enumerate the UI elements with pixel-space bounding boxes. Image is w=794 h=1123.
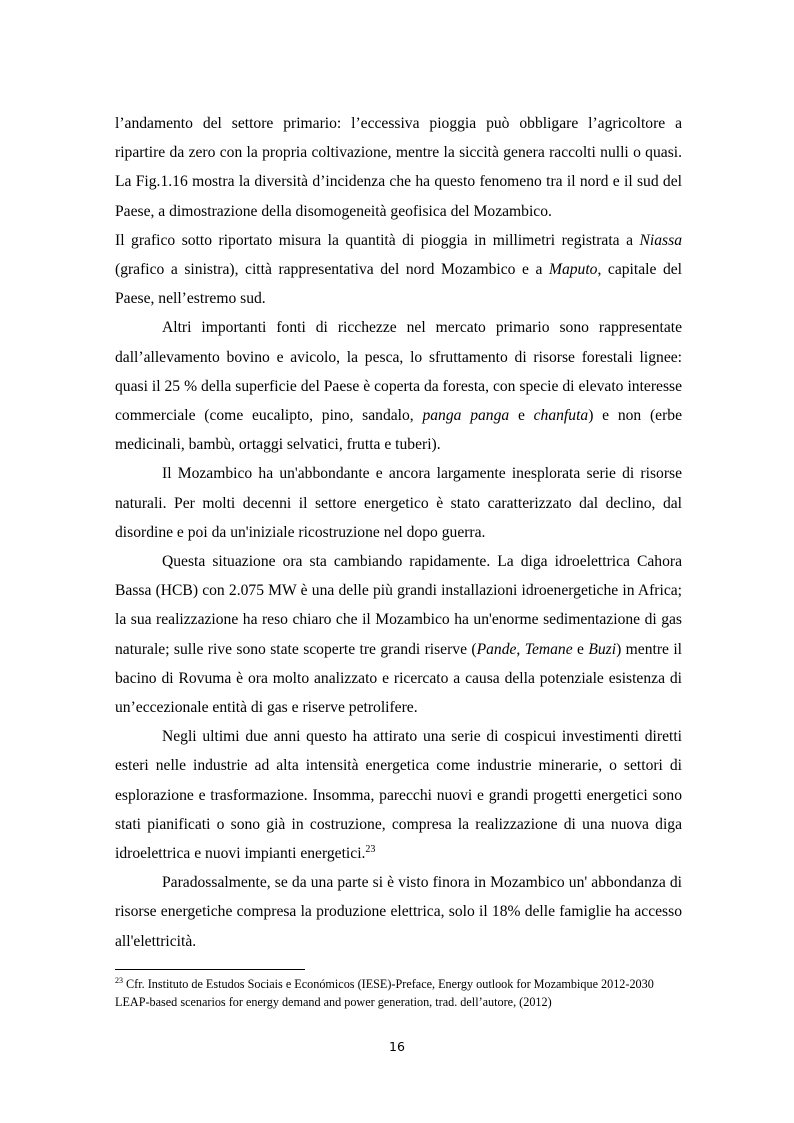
footnote-reference[interactable]: 23: [365, 843, 376, 855]
reserve-temane: Temane: [524, 640, 573, 658]
footnote: [115, 976, 682, 1011]
reserve-buzi: Buzi: [588, 640, 617, 658]
paragraph-6: [115, 722, 682, 868]
paragraph-7: Paradossalmente, se da una parte si è visto finora in Mozambico un' abbondanza di risorse energetiche compresa la produzione elettrica, solo il 18% delle famiglie ha accesso all'elettricità.: [115, 874, 682, 950]
reserve-pande: Pande: [476, 640, 517, 658]
paragraph-3: [115, 313, 682, 459]
footnote-separator: [115, 969, 305, 970]
species-panga-panga: panga panga: [422, 407, 510, 425]
paragraph-5-text-d: ) mentre il bacino di Rovuma è ora molto analizzato e ricercato a causa della potenziale esistenza di un’eccezionale entità di gas e riserve petrolifere.: [115, 640, 682, 717]
paragraph-2-text-a: Il grafico sotto riportato misura la quantità di pioggia in millimetri registrata a: [115, 231, 640, 249]
paragraph-3-text-a: Altri importanti fonti di ricchezze nel mercato primario sono rappresentate dall’allevamento bovino e avicolo, la pesca, lo sfruttamento di risorse forestali lignee: quasi il 25 % della superficie del Paese è coperta da foresta, con specie di elevato interesse commerciale (come eucalipto, pino, sandalo,: [115, 319, 682, 425]
paragraph-1: l’andamento del settore primario: l’eccessiva pioggia può obbligare l’agricoltore a ripartire da zero con la propria coltivazione, mentre la siccità genera raccolti nulli o quasi. La Fig.1.16 mostra la diversità d’incidenza che ha questo fenomeno tra il nord e il sud del Paese, a dimostrazione della disomogeneità geofisica del Mozambico.: [115, 115, 682, 220]
paragraph-4: Il Mozambico ha un'abbondante e ancora largamente inesplorata serie di risorse naturali. Per molti decenni il settore energetico è stato caratterizzato dal declino, dal disordine e poi da un'iniziale ricostruzione nel dopo guerra.: [115, 465, 682, 541]
paragraph-5: [115, 547, 682, 722]
paragraph-5-text-b: ,: [516, 640, 525, 658]
footnote-number: 23: [115, 975, 123, 985]
paragraph-2-text-c: , capitale del Paese, nell’estremo sud.: [115, 261, 682, 308]
paragraph-5-text-a: Questa situazione ora sta cambiando rapidamente. La diga idroelettrica Cahora Bassa (HCB) con 2.075 MW è una delle più grandi installazioni idroenergetiche in Africa; la sua realizzazione ha reso chiaro che il Mozambico ha un'enorme sedimentazione di gas naturale; sulle rive sono state scoperte tre grandi riserve (: [115, 553, 682, 658]
body-text: [115, 109, 682, 956]
footnote-text: Cfr. Instituto de Estudos Sociais e Económicos (IESE)-Preface, Energy outlook for Mozambique 2012-2030 LEAP-based scenarios for energy demand and power generation, trad. dell’autore, (2012): [115, 977, 654, 1009]
species-chanfuta: chanfuta: [533, 407, 589, 425]
page-number: 16: [389, 1039, 405, 1054]
paragraph-2-text-b: (grafico a sinistra), città rappresentativa del nord Mozambico e a: [115, 261, 549, 279]
paragraph-6-text: Negli ultimi due anni questo ha attirato una serie di cospicui investimenti diretti esteri nelle industrie ad alta intensità energetica come industrie minerarie, o settori di esplorazione e trasformazione. Insomma, parecchi nuovi e grandi progetti energetici sono stati pianificati o sono già in costruzione, compresa la realizzazione di una nuova diga idroelettrica e nuovi impianti energetici.: [115, 728, 682, 863]
paragraph-3-text-c: ) e non (erbe medicinali, bambù, ortaggi selvatici, frutta e tuberi).: [115, 407, 682, 454]
place-niassa: Niassa: [639, 231, 682, 249]
place-maputo: Maputo: [548, 261, 598, 279]
paragraph-2: [115, 226, 682, 314]
paragraph-3-text-b: e: [509, 407, 534, 425]
paragraph-5-text-c: e: [572, 640, 589, 658]
